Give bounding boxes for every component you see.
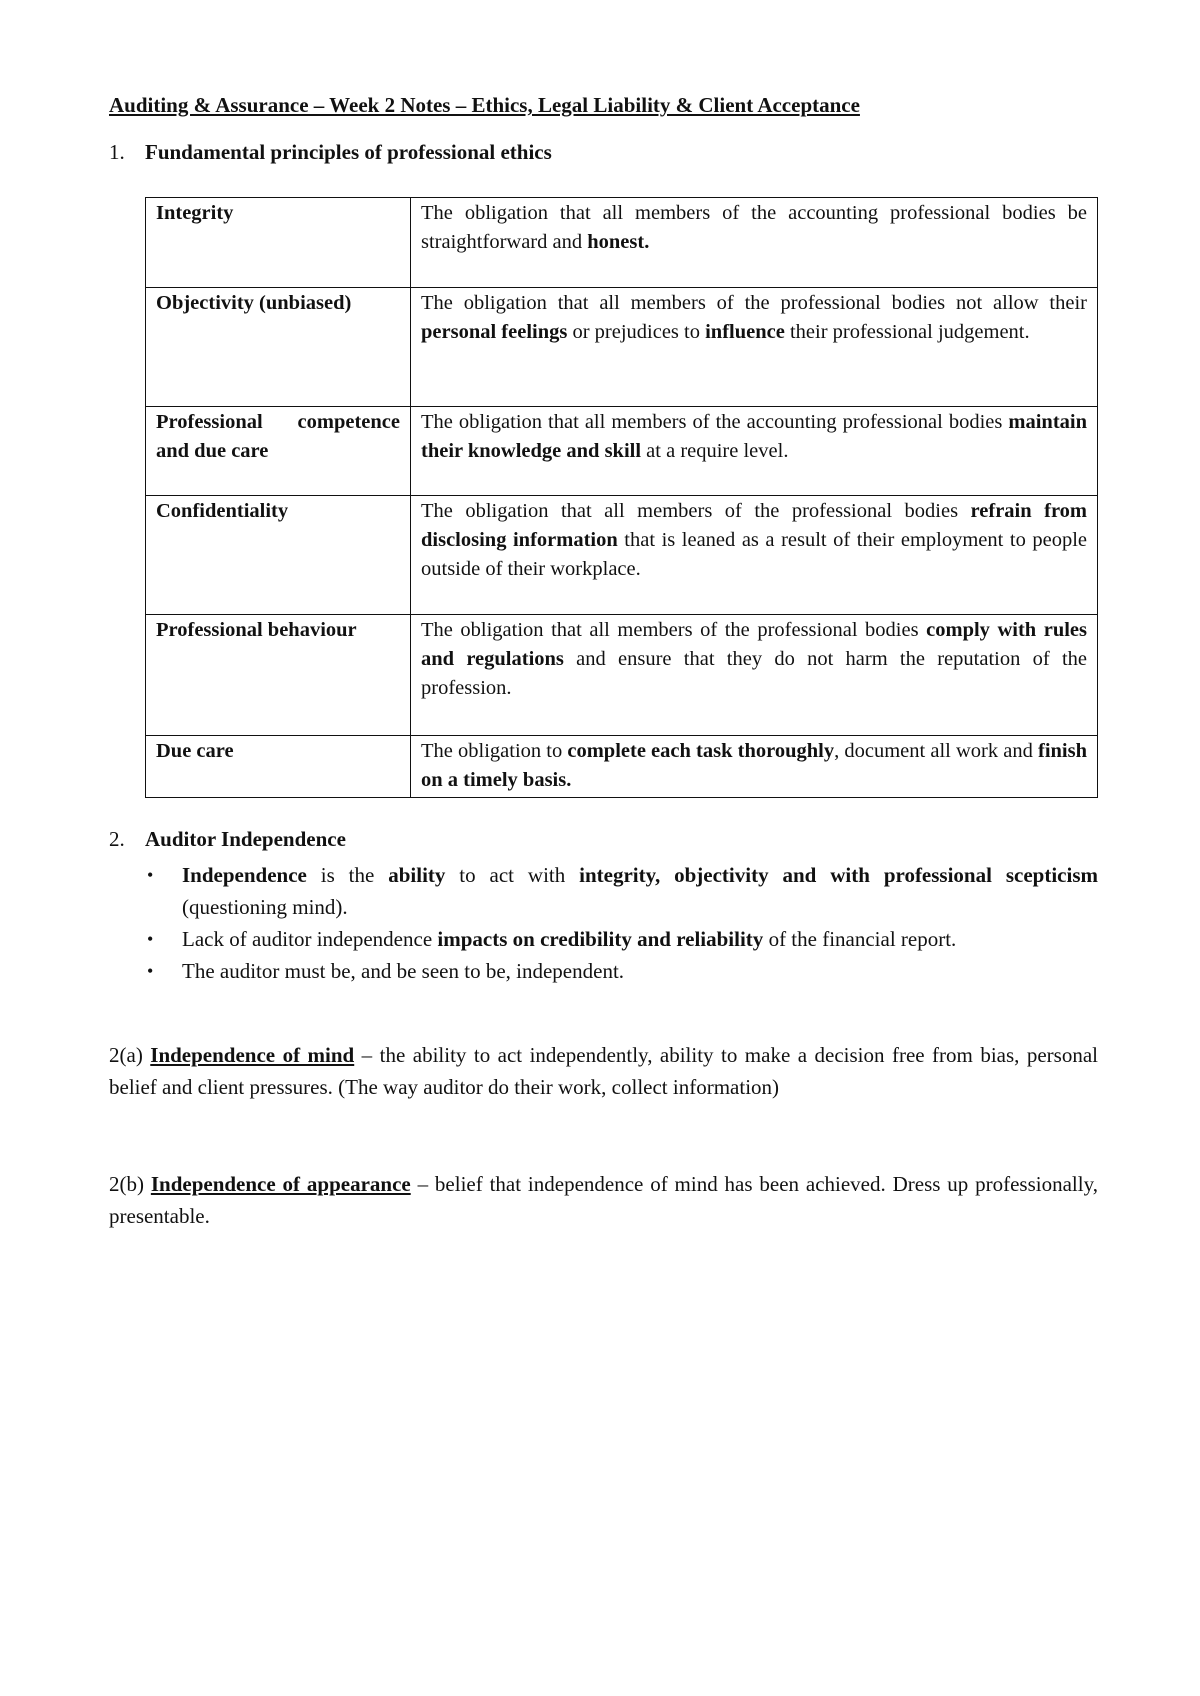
table-row bbox=[146, 288, 1098, 407]
independence-bullet-list bbox=[145, 859, 1098, 987]
text-run: The auditor must be, and be seen to be, independent. bbox=[182, 959, 625, 983]
bold-text-run: refrain from disclosing information bbox=[421, 500, 1088, 551]
list-item-text bbox=[182, 959, 624, 983]
principle-description bbox=[411, 615, 1098, 736]
text-run: The obligation that all members of the accounting professional bodies be straightforward and bbox=[421, 202, 1087, 253]
paragraph-label: Independence of appearance bbox=[150, 1172, 411, 1196]
text-run: The obligation to bbox=[421, 740, 568, 762]
text-run: (questioning mind). bbox=[182, 895, 348, 919]
table-row bbox=[146, 407, 1098, 496]
text-run: The obligation that all members of the professional bodies not allow their bbox=[421, 292, 1087, 314]
bold-text-run: finish on a timely basis. bbox=[421, 740, 1087, 791]
bold-text-run: Independence bbox=[182, 863, 307, 887]
section-heading-text: Auditor Independence bbox=[145, 827, 346, 851]
principle-term: Integrity bbox=[146, 198, 411, 288]
text-run: The obligation that all members of the accounting professional bodies bbox=[421, 411, 1009, 433]
independence-of-appearance-paragraph bbox=[109, 1168, 1098, 1232]
text-run: is the bbox=[306, 863, 389, 887]
text-run: of the financial report. bbox=[763, 927, 957, 951]
table-row bbox=[146, 736, 1098, 798]
text-run: The obligation that all members of the professional bodies bbox=[421, 619, 927, 641]
paragraph-prefix: 2(b) bbox=[109, 1172, 151, 1196]
principle-term: Objectivity (unbiased) bbox=[146, 288, 411, 407]
list-item bbox=[145, 923, 1098, 955]
bold-text-run: influence bbox=[705, 321, 785, 343]
bold-text-run: impacts on credibility and reliability bbox=[437, 927, 764, 951]
bold-text-run: comply with rules and regulations bbox=[421, 619, 1088, 670]
text-run: , document all work and bbox=[834, 740, 1038, 762]
text-run: at a require level. bbox=[641, 440, 789, 462]
bold-text-run: personal feelings bbox=[421, 321, 568, 343]
table-row bbox=[146, 198, 1098, 288]
text-run: The obligation that all members of the professional bodies bbox=[421, 500, 971, 522]
principle-term: Due care bbox=[146, 736, 411, 798]
page-title: Auditing & Assurance – Week 2 Notes – Ethics, Legal Liability & Client Acceptance bbox=[109, 93, 860, 117]
list-item bbox=[145, 955, 1098, 987]
principle-term: Professional behaviour bbox=[146, 615, 411, 736]
principle-description bbox=[411, 288, 1098, 407]
principle-term: Confidentiality bbox=[146, 496, 411, 615]
section-number: 2. bbox=[109, 827, 125, 851]
bold-text-run: integrity, objectivity and with professional scepticism bbox=[579, 863, 1098, 887]
independence-of-mind-paragraph bbox=[109, 1039, 1098, 1103]
text-run: or prejudices to bbox=[567, 321, 706, 343]
paragraph-text: – the ability to act independently, ability to make a decision free from bias, personal belief and client pressures. (The way auditor do their work, collect information) bbox=[109, 1043, 1098, 1099]
text-run: and ensure that they do not harm the reputation of the profession. bbox=[421, 648, 1087, 699]
text-run: that is leaned as a result of their employment to people outside of their workplace. bbox=[421, 529, 1088, 580]
bullet-icon: • bbox=[147, 961, 154, 981]
section-1-heading bbox=[109, 140, 552, 165]
section-number: 1. bbox=[109, 140, 125, 164]
list-item-text bbox=[182, 863, 1098, 919]
bold-text-run: honest. bbox=[587, 231, 650, 253]
bold-text-run: ability bbox=[388, 863, 446, 887]
table-row bbox=[146, 496, 1098, 615]
section-2-heading bbox=[109, 827, 346, 852]
principle-term: Professional competence and due care bbox=[146, 407, 411, 496]
text-run: to act with bbox=[445, 863, 580, 887]
bullet-icon: • bbox=[147, 929, 154, 949]
table-row bbox=[146, 615, 1098, 736]
text-run: Lack of auditor independence bbox=[182, 927, 438, 951]
list-item-text bbox=[182, 927, 956, 951]
bold-text-run: maintain their knowledge and skill bbox=[421, 411, 1087, 462]
principle-description bbox=[411, 198, 1098, 288]
bold-text-run: complete each task thoroughly bbox=[567, 740, 835, 762]
section-heading-text: Fundamental principles of professional ethics bbox=[145, 140, 552, 164]
bullet-icon: • bbox=[147, 865, 154, 885]
ethics-principles-table bbox=[145, 197, 1098, 798]
text-run: their professional judgement. bbox=[784, 321, 1030, 343]
principle-description bbox=[411, 736, 1098, 798]
paragraph-label: Independence of mind bbox=[150, 1043, 355, 1067]
principle-description bbox=[411, 496, 1098, 615]
principle-description bbox=[411, 407, 1098, 496]
paragraph-text: – belief that independence of mind has been achieved. Dress up professionally, presentable. bbox=[109, 1172, 1098, 1228]
paragraph-prefix: 2(a) bbox=[109, 1043, 151, 1067]
list-item bbox=[145, 859, 1098, 923]
